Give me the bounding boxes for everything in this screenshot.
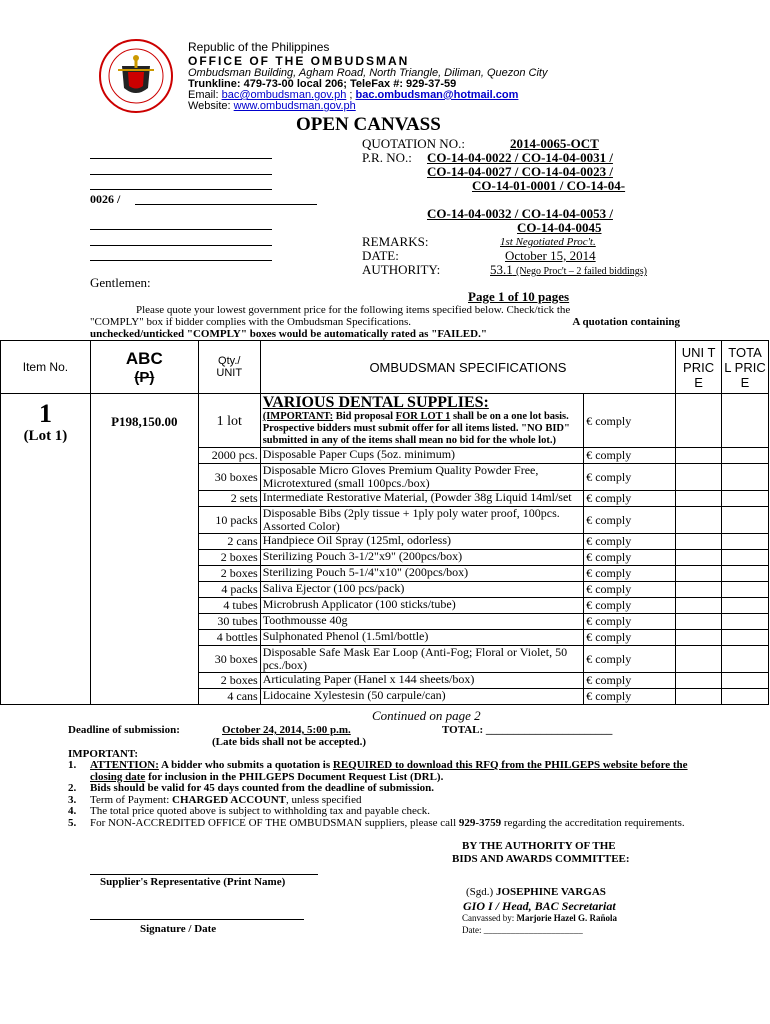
item-total-price[interactable] <box>722 534 769 550</box>
deadline-label: Deadline of submission: <box>68 724 180 736</box>
comply-checkbox-icon: € <box>586 614 593 628</box>
comply-checkbox-icon: € <box>586 598 593 612</box>
header-total-price: TOTA L PRIC E <box>722 341 769 394</box>
item-qty: 2 boxes <box>198 673 260 689</box>
comply-checkbox[interactable] <box>584 646 676 673</box>
comply-checkbox[interactable] <box>584 630 676 646</box>
continued-note: Continued on page 2 <box>372 708 481 723</box>
comply-checkbox[interactable] <box>584 448 676 464</box>
item-qty: 4 packs <box>198 582 260 598</box>
comply-label: comply <box>595 534 632 548</box>
header-unit-price: UNI T PRIC E <box>676 341 722 394</box>
comply-label: comply <box>595 582 632 596</box>
remarks-label: REMARKS: <box>362 234 429 249</box>
salutation: Gentlemen: <box>90 275 151 290</box>
canvassed-date <box>462 925 583 935</box>
comply-label: comply <box>595 469 632 484</box>
important-notes <box>68 760 688 829</box>
item-unit-price[interactable] <box>676 507 722 534</box>
item-unit-price[interactable] <box>676 689 722 705</box>
authority-section: 53.1 <box>490 262 513 277</box>
canvassed-date-blank[interactable]: ______________________ <box>483 925 583 935</box>
comply-checkbox-icon: € <box>586 689 593 703</box>
office-address: Ombudsman Building, Agham Road, North Triangle, Diliman, Quezon City <box>188 67 548 79</box>
email-link-1[interactable]: bac@ombudsman.gov.ph <box>221 89 347 101</box>
authority-block-2: BIDS AND AWARDS COMMITTEE: <box>452 853 630 865</box>
item-total-price[interactable] <box>722 630 769 646</box>
signatory-title: GIO I / Head, BAC Secretariat <box>463 899 616 913</box>
item-qty: 2 sets <box>198 491 260 507</box>
note-3-num: 3. <box>68 793 77 806</box>
note-1 <box>68 760 688 783</box>
comply-label: comply <box>595 651 632 666</box>
item-description: Sterilizing Pouch 3-1/2"x9" (200pcs/box) <box>260 550 583 566</box>
note-5 <box>68 818 688 830</box>
header-qty-line-2: UNIT <box>216 367 243 379</box>
note-1-text-a: A bidder who submits a quotation is <box>158 759 333 771</box>
item-description: Articulating Paper (Hanel x 144 sheets/box) <box>260 673 583 689</box>
trunkline: Trunkline: 479-73-00 local 206; TeleFax #: 929-37-59 <box>188 78 457 90</box>
supplier-rep-label: Supplier's Representative (Print Name) <box>100 876 286 888</box>
item-qty: 30 boxes <box>198 464 260 491</box>
header-abc <box>90 341 198 394</box>
pr-line-4: CO-14-04-0032 / CO-14-04-0053 / <box>427 206 613 221</box>
quotation-number: 2014-0065-OCT <box>510 136 599 151</box>
note-5-text <box>90 818 685 830</box>
lot-important-text-b: shall be on a one lot basis. Prospective bidders must submit offer for all items listed. "NO BID" submitted in any of the items shall mean no bid for the whole lot.) <box>262 411 570 446</box>
note-1-required: REQUIRED to download this RFQ from the PHILGEPS website before the closing date <box>90 759 688 783</box>
address-line-2 <box>90 174 272 175</box>
item-qty: 2 boxes <box>198 550 260 566</box>
comply-checkbox-icon: € <box>586 651 593 666</box>
comply-checkbox[interactable] <box>584 582 676 598</box>
comply-checkbox[interactable] <box>584 534 676 550</box>
authority-value <box>490 262 647 278</box>
header-abc-sub: (P) <box>134 368 155 386</box>
item-qty: 30 boxes <box>198 646 260 673</box>
email-sep: ; <box>346 89 356 101</box>
lot-number-cell <box>1 394 91 705</box>
address-line-5 <box>90 229 272 230</box>
comply-checkbox[interactable] <box>584 673 676 689</box>
item-unit-price[interactable] <box>676 550 722 566</box>
important-heading: IMPORTANT: <box>68 748 139 760</box>
total-field[interactable]: TOTAL: _______________________ <box>442 724 613 736</box>
item-qty: 2 boxes <box>198 566 260 582</box>
comply-checkbox-icon: € <box>586 448 593 462</box>
supplier-rep-line[interactable] <box>90 874 318 875</box>
item-unit-price[interactable] <box>676 448 722 464</box>
comply-checkbox[interactable] <box>584 507 676 534</box>
website-label: Website: <box>188 100 231 112</box>
comply-checkbox-icon: € <box>586 566 593 580</box>
intro-paragraph <box>90 304 680 340</box>
address-fragment: 0026 / <box>90 192 121 206</box>
item-description: Lidocaine Xylestesin (50 carpule/can) <box>260 689 583 705</box>
canvassed-date-label: Date: <box>462 925 482 935</box>
comply-label: comply <box>595 550 632 564</box>
item-description: Disposable Micro Gloves Premium Quality Powder Free, Microtextured (small 100pcs./box) <box>260 464 583 491</box>
comply-checkbox-icon: € <box>586 550 593 564</box>
header-qty <box>198 341 260 394</box>
comply-label: comply <box>595 630 632 644</box>
lot-number: 1 <box>38 399 52 428</box>
remarks-value: 1st Negotiated Proc't. <box>500 236 596 248</box>
comply-checkbox-icon: € <box>586 512 593 527</box>
comply-checkbox[interactable] <box>584 566 676 582</box>
item-unit-price[interactable] <box>676 491 722 507</box>
item-total-price[interactable] <box>722 598 769 614</box>
lot-heading: VARIOUS DENTAL SUPPLIES: <box>262 394 489 411</box>
note-5-a: For NON-ACCREDITED OFFICE OF THE OMBUDSMAN suppliers, please call <box>90 816 459 829</box>
item-description: Handpiece Oil Spray (125ml, odorless) <box>260 534 583 550</box>
intro-warning-a: A quotation containing <box>572 316 680 328</box>
comply-checkbox-icon: € <box>586 630 593 644</box>
note-4-text: The total price quoted above is subject to withholding tax and payable check. <box>90 805 430 817</box>
comply-checkbox[interactable] <box>584 464 676 491</box>
item-total-price[interactable] <box>722 550 769 566</box>
email-label: Email: <box>188 89 219 101</box>
page-info: Page 1 of 10 pages <box>468 289 570 304</box>
comply-label: comply <box>595 689 632 703</box>
pr-line-3: CO-14-01-0001 / CO-14-04- <box>472 178 626 193</box>
ombudsman-seal <box>98 38 174 114</box>
item-description: Disposable Paper Cups (5oz. minimum) <box>260 448 583 464</box>
item-total-price[interactable] <box>722 614 769 630</box>
pr-line-1: CO-14-04-0022 / CO-14-04-0031 / <box>427 150 613 165</box>
comply-checkbox[interactable] <box>584 491 676 507</box>
header-item-no: Item No. <box>1 341 91 394</box>
item-description: Disposable Safe Mask Ear Loop (Anti-Fog; Floral or Violet, 50 pcs./box) <box>260 646 583 673</box>
address-line-6 <box>90 245 272 246</box>
signature-date-label: Signature / Date <box>140 923 217 935</box>
pr-label: P.R. NO.: <box>362 150 412 165</box>
document-title: OPEN CANVASS <box>296 114 441 135</box>
item-total-price[interactable] <box>722 491 769 507</box>
item-total-price[interactable] <box>722 507 769 534</box>
item-unit-price[interactable] <box>676 534 722 550</box>
comply-label: comply <box>595 598 632 612</box>
comply-label: comply <box>595 448 632 462</box>
address-line-4 <box>135 204 317 205</box>
comply-checkbox-icon: € <box>586 534 593 548</box>
pr-line-2: CO-14-04-0027 / CO-14-04-0023 / <box>427 164 613 179</box>
lot-comply[interactable] <box>584 394 676 448</box>
items-table <box>0 340 769 705</box>
header-qty-line-1: Qty./ <box>218 355 241 367</box>
item-unit-price[interactable] <box>676 673 722 689</box>
item-qty: 4 tubes <box>198 598 260 614</box>
item-qty: 4 cans <box>198 689 260 705</box>
authority-block-1: BY THE AUTHORITY OF THE <box>462 840 616 852</box>
item-description: Disposable Bibs (2ply tissue + 1ply poly water proof, 100pcs. Assorted Color) <box>260 507 583 534</box>
item-total-price[interactable] <box>722 566 769 582</box>
item-total-price[interactable] <box>722 646 769 673</box>
item-description: Saliva Ejector (100 pcs/pack) <box>260 582 583 598</box>
header-abc-label: ABC <box>125 348 163 368</box>
lot-important-label: (IMPORTANT: <box>262 411 334 422</box>
comply-label: comply <box>595 491 632 505</box>
item-unit-price[interactable] <box>676 630 722 646</box>
comply-label: comply <box>595 566 632 580</box>
lot-label: (Lot 1) <box>23 428 68 444</box>
website-line <box>188 100 356 112</box>
pr-line-5: CO-14-04-0045 <box>517 220 602 235</box>
note-5-c: regarding the accreditation requirements. <box>501 816 685 829</box>
office-name: OFFICE OF THE OMBUDSMAN <box>188 54 410 68</box>
comply-checkbox-icon: € <box>586 491 593 505</box>
authority-label: AUTHORITY: <box>362 262 441 277</box>
table-header-row <box>1 341 769 394</box>
note-2-num: 2. <box>68 782 77 794</box>
note-1-num: 1. <box>68 759 77 771</box>
website-link[interactable]: www.ombudsman.gov.ph <box>233 100 356 112</box>
item-total-price[interactable] <box>722 448 769 464</box>
signatory-name: JOSEPHINE VARGAS <box>495 886 606 898</box>
item-description: Toothmousse 40g <box>260 614 583 630</box>
authority-note: (Nego Proc't – 2 failed biddings) <box>516 266 647 277</box>
lot-important-for-lot: FOR LOT 1 <box>395 411 451 422</box>
comply-checkbox[interactable] <box>584 598 676 614</box>
address-line-1 <box>90 158 272 159</box>
lot-total-price[interactable] <box>722 394 769 448</box>
late-note: (Late bids shall not be accepted.) <box>212 736 366 748</box>
comply-checkbox-icon: € <box>586 582 593 596</box>
intro-line-1: Please quote your lowest government price for the following items specified below. Check/tick the <box>136 304 571 316</box>
comply-checkbox-icon: € <box>586 673 593 687</box>
lot-important <box>263 411 581 447</box>
item-qty: 10 packs <box>198 507 260 534</box>
note-5-num: 5. <box>68 816 77 829</box>
comply-label: comply <box>595 512 632 527</box>
item-description: Sulphonated Phenol (1.5ml/bottle) <box>260 630 583 646</box>
date-label: DATE: <box>362 248 399 263</box>
note-3-a: Term of Payment: <box>90 793 173 806</box>
address-line-7 <box>90 260 272 261</box>
note-1-text-b: for inclusion in the PHILGEPS Document Request List (DRL). <box>145 770 444 783</box>
item-unit-price[interactable] <box>676 614 722 630</box>
item-description: Sterilizing Pouch 5-1/4"x10" (200pcs/box) <box>260 566 583 582</box>
item-qty: 4 bottles <box>198 630 260 646</box>
canvassed-label: Canvassed by: <box>462 913 515 923</box>
canvassed-by <box>462 913 617 923</box>
item-total-price[interactable] <box>722 689 769 705</box>
quotation-label: QUOTATION NO.: <box>362 136 465 151</box>
comply-label: comply <box>595 614 632 628</box>
note-2-text: Bids should be valid for 45 days counted from the deadline of submission. <box>90 782 435 794</box>
comply-label: comply <box>595 414 632 428</box>
lot-important-text-a: Bid proposal <box>333 411 396 422</box>
note-1-attn: ATTENTION: <box>90 759 159 771</box>
lot-description <box>260 394 583 448</box>
item-qty: 30 tubes <box>198 614 260 630</box>
comply-checkbox[interactable] <box>584 550 676 566</box>
intro-warning-b: unchecked/unticked "COMPLY" boxes would be automatically rated as "FAILED." <box>90 328 487 340</box>
email-link-2[interactable]: bac.ombudsman@hotmail.com <box>355 89 519 101</box>
lot-unit-price[interactable] <box>676 394 722 448</box>
note-4-num: 4. <box>68 805 77 817</box>
date-value: October 15, 2014 <box>505 248 596 263</box>
note-1-text <box>90 760 688 783</box>
note-3-b: CHARGED ACCOUNT <box>172 793 287 806</box>
comply-checkbox[interactable] <box>584 614 676 630</box>
lot-row <box>1 394 769 448</box>
intro-line-2: "COMPLY" box if bidder complies with the Ombudsman Specifications. <box>90 316 412 328</box>
header-specs: OMBUDSMAN SPECIFICATIONS <box>260 341 675 394</box>
comply-checkbox-icon: € <box>586 414 593 428</box>
comply-checkbox-icon: € <box>586 469 593 484</box>
item-qty: 2000 pcs. <box>198 448 260 464</box>
note-5-b: 929-3759 <box>458 816 502 829</box>
item-qty: 2 cans <box>198 534 260 550</box>
country-name: Republic of the Philippines <box>188 40 330 54</box>
comply-label: comply <box>595 673 632 687</box>
canvassed-name: Marjorie Hazel G. Rañola <box>516 913 617 923</box>
lot-qty: 1 lot <box>198 394 260 448</box>
item-description: Microbrush Applicator (100 sticks/tube) <box>260 598 583 614</box>
item-unit-price[interactable] <box>676 598 722 614</box>
address-line-3 <box>90 189 272 190</box>
signatory-line <box>466 886 606 898</box>
item-unit-price[interactable] <box>676 582 722 598</box>
deadline-value: October 24, 2014, 5:00 p.m. <box>222 724 351 736</box>
item-description: Intermediate Restorative Material, (Powder 38g Liquid 14ml/set <box>260 491 583 507</box>
comply-checkbox[interactable] <box>584 689 676 705</box>
note-3-c: , unless specified <box>286 793 362 806</box>
item-unit-price[interactable] <box>676 464 722 491</box>
item-unit-price[interactable] <box>676 646 722 673</box>
item-total-price[interactable] <box>722 464 769 491</box>
item-total-price[interactable] <box>722 673 769 689</box>
lot-abc: P198,150.00 <box>90 394 198 705</box>
signature-line[interactable] <box>90 919 304 920</box>
item-total-price[interactable] <box>722 582 769 598</box>
signatory-prefix: (Sgd.) <box>466 886 494 898</box>
item-unit-price[interactable] <box>676 566 722 582</box>
